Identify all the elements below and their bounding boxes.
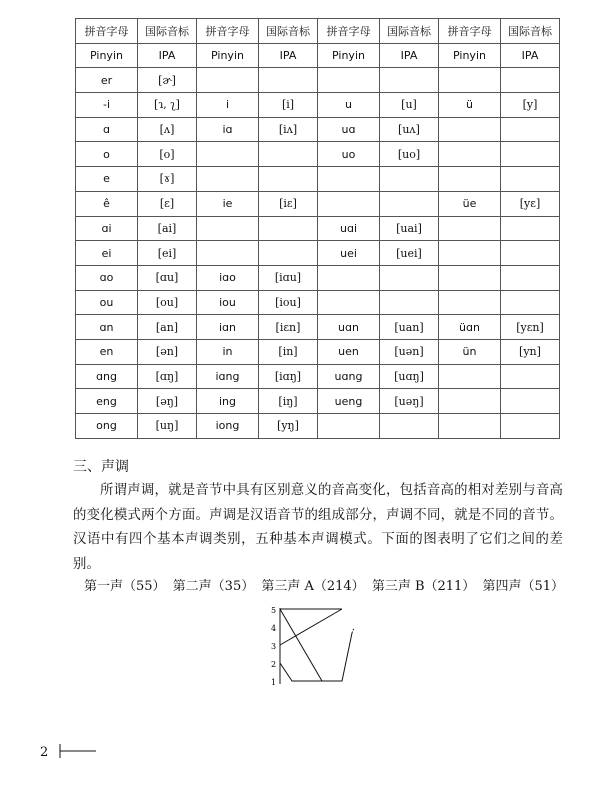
table-row <box>76 414 560 439</box>
pinyin-ipa-table <box>75 18 560 439</box>
ipa-cell: [in] <box>259 339 318 364</box>
tone-4: 第四声（51） <box>482 579 564 594</box>
ipa-cell: [ɤ] <box>138 167 197 192</box>
pinyin-cell <box>439 142 501 167</box>
pinyin-cell: uɑng <box>318 364 380 389</box>
ipa-cell: [iɑŋ] <box>259 364 318 389</box>
table-row <box>76 339 560 364</box>
pinyin-cell: iɑn <box>197 315 259 340</box>
section-heading: 三、声调 <box>73 459 129 475</box>
pinyin-cell: Pinyin <box>76 43 138 68</box>
ipa-cell: [ɑŋ] <box>138 364 197 389</box>
pinyin-cell: Pinyin <box>318 43 380 68</box>
pinyin-cell: iou <box>197 290 259 315</box>
tone-list <box>84 575 564 594</box>
ipa-cell <box>380 167 439 192</box>
tone-contour-chart <box>268 602 358 687</box>
pinyin-cell <box>439 265 501 290</box>
ipa-cell <box>501 389 560 414</box>
ipa-cell: [ou] <box>138 290 197 315</box>
pinyin-cell <box>197 241 259 266</box>
ipa-cell: [uɑŋ] <box>380 364 439 389</box>
pinyin-cell: 拼音字母 <box>318 19 380 44</box>
ipa-cell <box>380 414 439 439</box>
pinyin-cell: ɑn <box>76 315 138 340</box>
ipa-cell <box>501 364 560 389</box>
pinyin-cell: ê <box>76 191 138 216</box>
pinyin-cell: ɑo <box>76 265 138 290</box>
tone-2: 第二声（35） <box>172 579 255 594</box>
ipa-cell: [ai] <box>138 216 197 241</box>
pinyin-cell: i <box>197 93 259 118</box>
pinyin-cell <box>318 191 380 216</box>
pinyin-cell: 拼音字母 <box>76 19 138 44</box>
ipa-cell: [uai] <box>380 216 439 241</box>
table-row <box>76 364 560 389</box>
pinyin-cell: ou <box>76 290 138 315</box>
ipa-cell <box>380 290 439 315</box>
pinyin-cell: 拼音字母 <box>197 19 259 44</box>
ipa-cell: [u] <box>380 93 439 118</box>
scale-label-3: 3 <box>271 642 277 651</box>
tone-1: 第一声（55） <box>84 579 166 594</box>
ipa-cell: [iɛn] <box>259 315 318 340</box>
pinyin-cell: in <box>197 339 259 364</box>
pinyin-cell <box>197 167 259 192</box>
ipa-cell: [an] <box>138 315 197 340</box>
pinyin-cell: iong <box>197 414 259 439</box>
ipa-cell: [iʌ] <box>259 117 318 142</box>
table-row <box>76 389 560 414</box>
ipa-cell: IPA <box>259 43 318 68</box>
ipa-cell: [iou] <box>259 290 318 315</box>
pinyin-cell <box>439 241 501 266</box>
pinyin-cell: o <box>76 142 138 167</box>
ipa-cell: [əŋ] <box>138 389 197 414</box>
ipa-cell: 国际音标 <box>501 19 560 44</box>
pinyin-cell <box>439 167 501 192</box>
ipa-cell <box>380 68 439 93</box>
tone-2-contour <box>280 609 342 645</box>
ipa-cell <box>259 142 318 167</box>
pinyin-cell: ɑi <box>76 216 138 241</box>
pinyin-cell <box>318 414 380 439</box>
ipa-cell: [uən] <box>380 339 439 364</box>
tone-3b: 第三声 B（211） <box>371 579 476 594</box>
pinyin-cell: Pinyin <box>439 43 501 68</box>
pinyin-cell: er <box>76 68 138 93</box>
pinyin-cell <box>318 167 380 192</box>
ipa-cell <box>501 68 560 93</box>
ipa-cell: IPA <box>380 43 439 68</box>
ipa-cell: [ɿ, ʅ] <box>138 93 197 118</box>
pinyin-cell: ong <box>76 414 138 439</box>
table-row <box>76 93 560 118</box>
pinyin-cell: Pinyin <box>197 43 259 68</box>
ipa-cell: [ʌ] <box>138 117 197 142</box>
pinyin-cell: -i <box>76 93 138 118</box>
ipa-cell: [uo] <box>380 142 439 167</box>
pinyin-cell: en <box>76 339 138 364</box>
tone-3-contour <box>280 633 352 681</box>
ipa-cell: [uəŋ] <box>380 389 439 414</box>
scale-label-1: 1 <box>271 678 277 687</box>
ipa-cell: IPA <box>501 43 560 68</box>
page-number-mark <box>58 743 98 759</box>
table-row <box>76 191 560 216</box>
ipa-cell: [ɛ] <box>138 191 197 216</box>
pinyin-cell: eng <box>76 389 138 414</box>
ipa-cell: [yɛn] <box>501 315 560 340</box>
page-number: 2 <box>40 745 49 760</box>
pinyin-cell: uen <box>318 339 380 364</box>
ipa-cell: [ɚ] <box>138 68 197 93</box>
pinyin-cell <box>439 290 501 315</box>
table-row <box>76 265 560 290</box>
pinyin-cell <box>318 290 380 315</box>
ipa-cell <box>501 142 560 167</box>
ipa-cell: [o] <box>138 142 197 167</box>
pinyin-cell: uei <box>318 241 380 266</box>
table-row <box>76 142 560 167</box>
pinyin-cell: ü <box>439 93 501 118</box>
ipa-cell <box>501 117 560 142</box>
scale-label-5: 5 <box>271 606 277 615</box>
pinyin-cell <box>318 265 380 290</box>
ipa-cell: [ei] <box>138 241 197 266</box>
ipa-cell <box>259 216 318 241</box>
ipa-cell: [yŋ] <box>259 414 318 439</box>
ipa-cell: [yn] <box>501 339 560 364</box>
ipa-cell <box>380 191 439 216</box>
ipa-cell <box>501 216 560 241</box>
ipa-cell: [iɛ] <box>259 191 318 216</box>
ipa-cell <box>259 167 318 192</box>
pinyin-cell: üe <box>439 191 501 216</box>
pinyin-cell <box>439 414 501 439</box>
table-row <box>76 290 560 315</box>
ipa-cell: [y] <box>501 93 560 118</box>
table-header-cn <box>76 19 560 44</box>
pinyin-cell: ɑ <box>76 117 138 142</box>
ipa-cell: [uei] <box>380 241 439 266</box>
pinyin-cell: uɑ <box>318 117 380 142</box>
pinyin-cell <box>197 68 259 93</box>
pinyin-cell: ing <box>197 389 259 414</box>
ipa-cell: [ən] <box>138 339 197 364</box>
ipa-cell: [ɑu] <box>138 265 197 290</box>
ipa-cell <box>501 167 560 192</box>
ipa-cell: IPA <box>138 43 197 68</box>
ipa-cell <box>380 265 439 290</box>
pinyin-cell: ɑng <box>76 364 138 389</box>
ipa-cell <box>501 265 560 290</box>
pinyin-cell: 拼音字母 <box>439 19 501 44</box>
pinyin-cell: uɑn <box>318 315 380 340</box>
ipa-cell: [iɑu] <box>259 265 318 290</box>
section-paragraph: 所谓声调，就是音节中具有区别意义的音高变化，包括音高的相对差别与音高的变化模式两个方面。声调是汉语音节的组成部分，声调不同，就是不同的音节。汉语中有四个基本声调类别，五种基本声调模式。下面的图表明了它们之间的差别。 <box>73 483 563 572</box>
ipa-cell <box>259 241 318 266</box>
ipa-cell: [uŋ] <box>138 414 197 439</box>
table-header-en <box>76 43 560 68</box>
pinyin-cell: üɑn <box>439 315 501 340</box>
ipa-cell: [uan] <box>380 315 439 340</box>
pinyin-cell <box>439 389 501 414</box>
pinyin-cell <box>197 142 259 167</box>
table-row <box>76 68 560 93</box>
ipa-cell: [i] <box>259 93 318 118</box>
pinyin-cell: ei <box>76 241 138 266</box>
ipa-cell <box>501 290 560 315</box>
pinyin-cell: iɑ <box>197 117 259 142</box>
pinyin-cell <box>439 68 501 93</box>
ipa-cell: [uʌ] <box>380 117 439 142</box>
table-row <box>76 167 560 192</box>
pinyin-cell: iɑng <box>197 364 259 389</box>
tone-3b-dotted-extension <box>352 628 354 633</box>
pinyin-cell <box>318 68 380 93</box>
pinyin-cell: e <box>76 167 138 192</box>
scale-label-2: 2 <box>271 660 277 669</box>
pinyin-cell <box>439 216 501 241</box>
pinyin-cell: iɑo <box>197 265 259 290</box>
scale-label-4: 4 <box>271 624 277 633</box>
pinyin-cell: ueng <box>318 389 380 414</box>
ipa-cell <box>501 241 560 266</box>
pinyin-cell: ün <box>439 339 501 364</box>
ipa-cell: [iŋ] <box>259 389 318 414</box>
pinyin-cell: ie <box>197 191 259 216</box>
pinyin-cell <box>197 216 259 241</box>
ipa-cell: 国际音标 <box>380 19 439 44</box>
ipa-cell: [yɛ] <box>501 191 560 216</box>
pinyin-cell: uo <box>318 142 380 167</box>
ipa-cell <box>501 414 560 439</box>
ipa-cell: 国际音标 <box>259 19 318 44</box>
table-row <box>76 315 560 340</box>
table-row <box>76 241 560 266</box>
tone-4-contour <box>280 609 322 681</box>
table-row <box>76 216 560 241</box>
pinyin-cell: u <box>318 93 380 118</box>
tone-3a: 第三声 A（214） <box>261 579 365 594</box>
pinyin-cell <box>439 364 501 389</box>
ipa-cell <box>259 68 318 93</box>
pinyin-cell <box>439 117 501 142</box>
ipa-cell: 国际音标 <box>138 19 197 44</box>
table-row <box>76 117 560 142</box>
pinyin-ipa-table-container <box>75 18 559 439</box>
pinyin-cell: uɑi <box>318 216 380 241</box>
